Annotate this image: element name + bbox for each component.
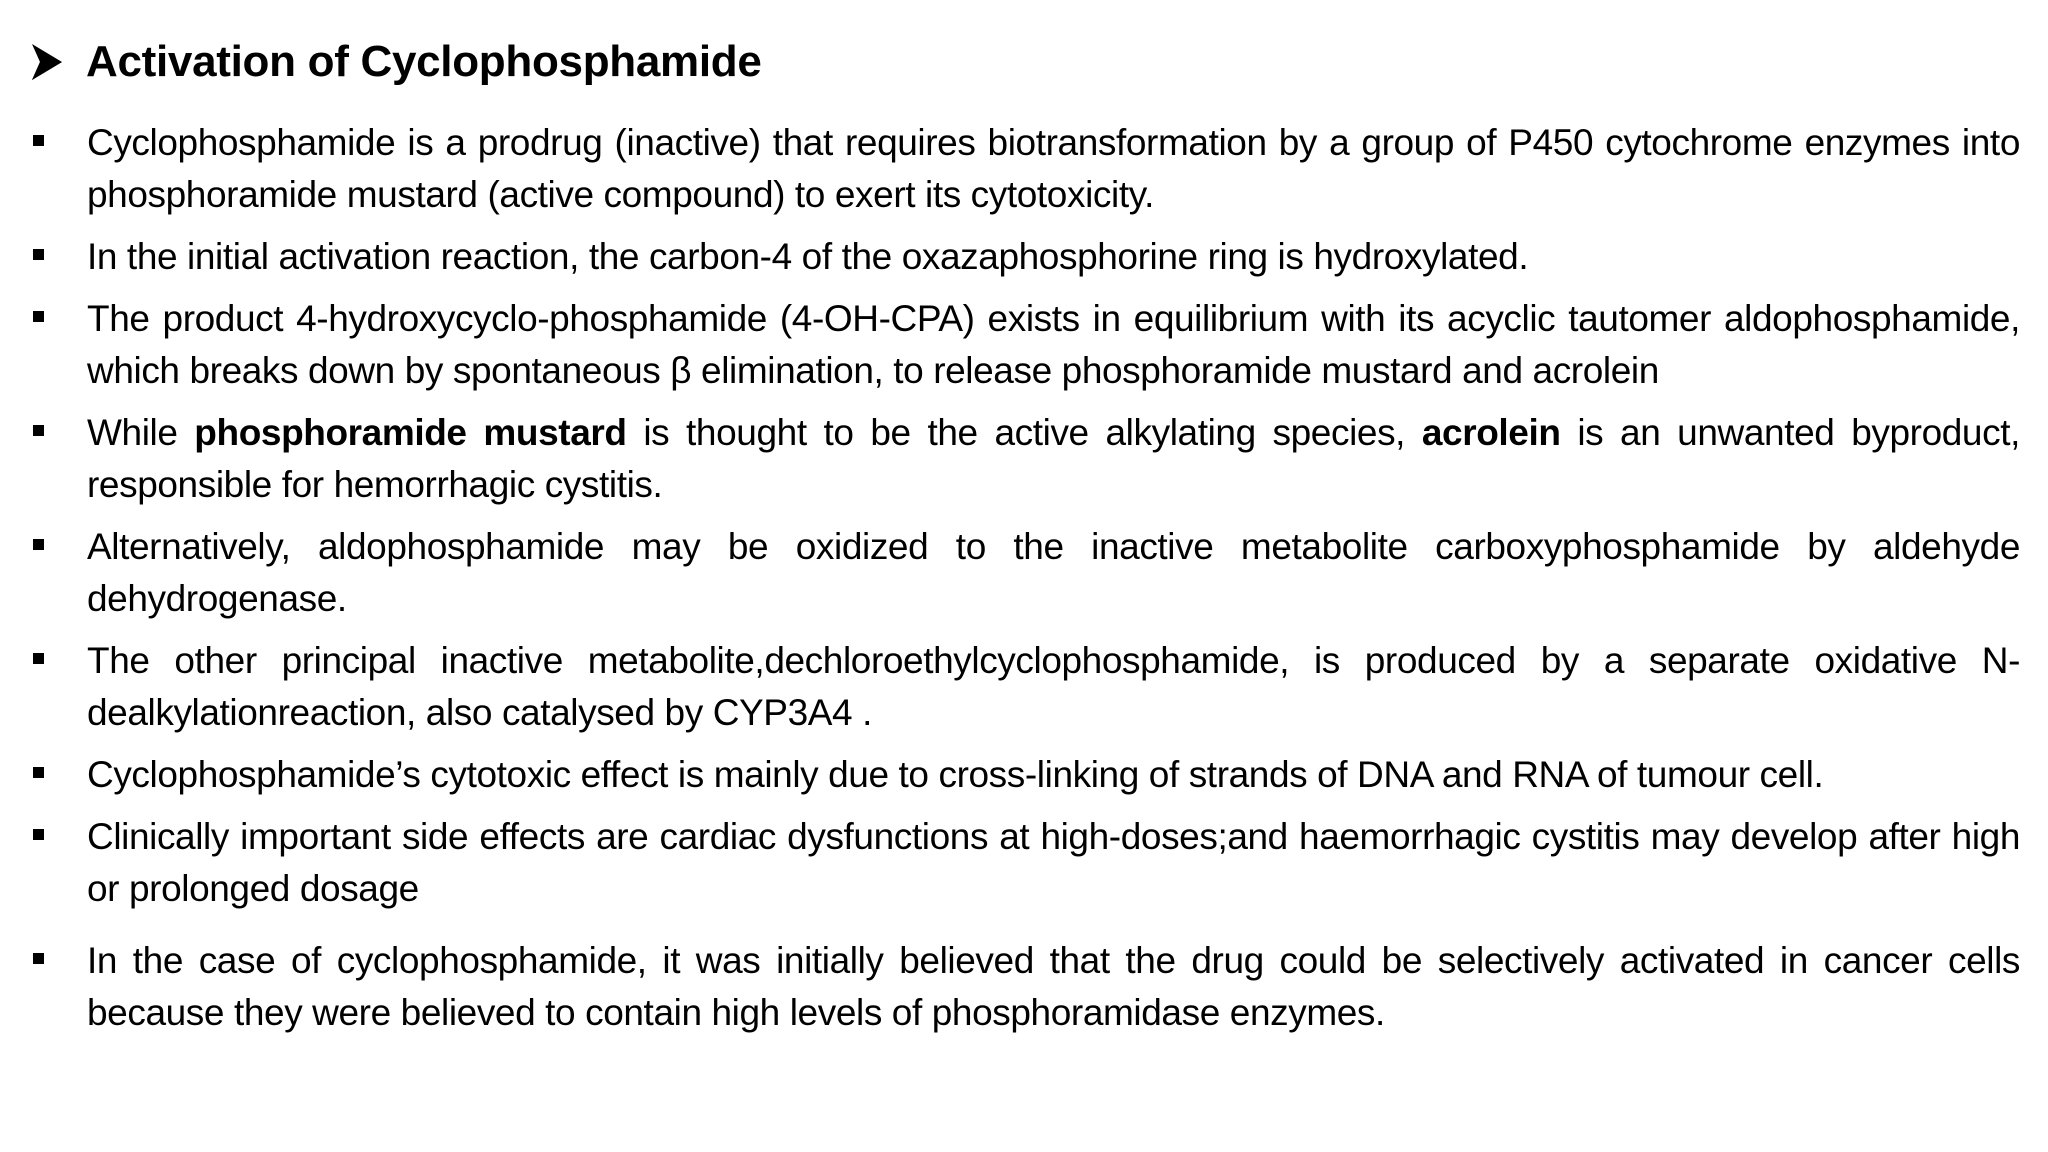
list-item — [30, 811, 2020, 915]
bullet-text-part: While — [87, 412, 195, 453]
square-bullet-icon — [33, 653, 44, 664]
bullet-text: In the case of cyclophosphamide, it was initially believed that the drug could be selectively activated in cancer cells because they were believed to contain high levels of phosphoramidase enzymes. — [87, 940, 2020, 1033]
list-item — [30, 521, 2020, 625]
square-bullet-icon — [33, 311, 44, 322]
list-item — [30, 231, 2020, 283]
square-bullet-icon — [33, 953, 44, 964]
list-item — [30, 935, 2020, 1039]
square-bullet-icon — [33, 425, 44, 436]
bullet-text-part: is an unwanted byproduct, responsible for hemorrhagic cystitis. — [87, 412, 2020, 505]
slide-title-row — [30, 34, 762, 90]
list-item — [30, 117, 2020, 221]
bullet-text: Clinically important side effects are cardiac dysfunctions at high-doses;and haemorrhagic cystitis may develop after high or prolonged dosage — [87, 816, 2020, 909]
list-item — [30, 749, 2020, 801]
list-item — [30, 293, 2020, 397]
square-bullet-icon — [33, 135, 44, 146]
square-bullet-icon — [33, 829, 44, 840]
bullet-text-part: is thought to be the active alkylating species, — [626, 412, 1422, 453]
bullet-text: In the initial activation reaction, the carbon-4 of the oxazaphosphorine ring is hydroxylated. — [87, 236, 1529, 277]
bold-term-phosphoramide-mustard: phosphoramide mustard — [194, 412, 627, 453]
bullet-text: The product 4-hydroxycyclo-phosphamide (4-OH-CPA) exists in equilibrium with its acyclic tautomer aldophosphamide, which breaks down by spontaneous β elimination, to release phosphoramide mustard and acrolein — [87, 298, 2020, 391]
bullet-text: Cyclophosphamide is a prodrug (inactive) that requires biotransformation by a group of P450 cytochrome enzymes into phosphoramide mustard (active compound) to exert its cytotoxicity. — [87, 122, 2020, 215]
square-bullet-icon — [33, 249, 44, 260]
list-item — [30, 635, 2020, 739]
slide-title: Activation of Cyclophosphamide — [86, 37, 762, 86]
list-item — [30, 407, 2020, 511]
bullet-text: Alternatively, aldophosphamide may be oxidized to the inactive metabolite carboxyphosphamide by aldehyde dehydrogenase. — [87, 526, 2020, 619]
square-bullet-icon — [33, 539, 44, 550]
bullet-text: Cyclophosphamide’s cytotoxic effect is mainly due to cross-linking of strands of DNA and RNA of tumour cell. — [87, 754, 1824, 795]
square-bullet-icon — [33, 767, 44, 778]
bold-term-acrolein: acrolein — [1421, 412, 1561, 453]
arrowhead-bullet-icon — [30, 42, 64, 82]
bullet-text: The other principal inactive metabolite,dechloroethylcyclophosphamide, is produced by a separate oxidative N-dealkylationreaction, also catalysed by CYP3A4 . — [87, 640, 2020, 733]
bullet-list — [30, 117, 2020, 1049]
